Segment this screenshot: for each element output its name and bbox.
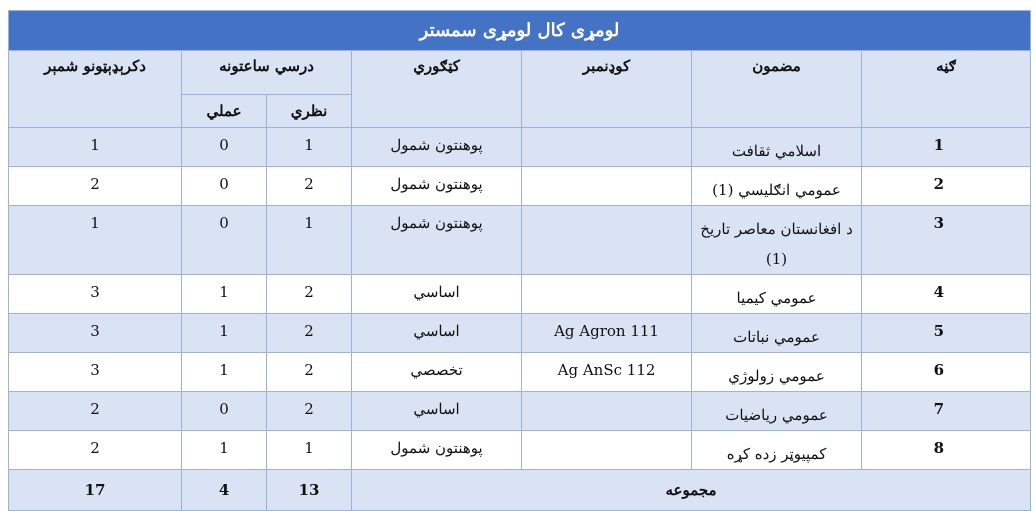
- row-subject: عمومي نباتات: [692, 314, 862, 353]
- row-code: [522, 431, 692, 470]
- row-theory: 2: [267, 275, 352, 314]
- row-theory: 1: [267, 128, 352, 167]
- semester-table-container: [8, 10, 1030, 511]
- table-row: [9, 431, 1031, 470]
- row-subject: عمومي انګلیسي (1): [692, 167, 862, 206]
- row-code: [522, 392, 692, 431]
- row-credits: 3: [9, 275, 182, 314]
- row-credits: 1: [9, 128, 182, 167]
- row-theory: 1: [267, 206, 352, 275]
- row-category: اساسي: [352, 275, 522, 314]
- table-row: [9, 206, 1031, 275]
- total-practical: 4: [182, 470, 267, 511]
- row-code: Ag AnSc 112: [522, 353, 692, 392]
- semester-table: [8, 10, 1031, 511]
- row-credits: 2: [9, 392, 182, 431]
- table-row: [9, 392, 1031, 431]
- header-practical: عملي: [182, 95, 267, 128]
- row-practical: 0: [182, 206, 267, 275]
- row-category: پوهنتون شمول: [352, 128, 522, 167]
- row-practical: 1: [182, 275, 267, 314]
- row-theory: 2: [267, 353, 352, 392]
- row-theory: 2: [267, 314, 352, 353]
- header-subject: مضمون: [692, 51, 862, 128]
- row-credits: 3: [9, 314, 182, 353]
- table-row: [9, 167, 1031, 206]
- row-code: [522, 206, 692, 275]
- row-theory: 2: [267, 167, 352, 206]
- row-theory: 1: [267, 431, 352, 470]
- row-credits: 2: [9, 167, 182, 206]
- row-subject: عمومي ریاضیات: [692, 392, 862, 431]
- total-label: مجموعه: [352, 470, 1031, 511]
- table-row: [9, 314, 1031, 353]
- row-number: 7: [862, 392, 1031, 431]
- row-credits: 1: [9, 206, 182, 275]
- row-practical: 1: [182, 314, 267, 353]
- row-subject: عمومي کیمیا: [692, 275, 862, 314]
- row-theory: 2: [267, 392, 352, 431]
- header-category: کټګوري: [352, 51, 522, 128]
- total-credits: 17: [9, 470, 182, 511]
- row-code: [522, 128, 692, 167]
- table-row: [9, 128, 1031, 167]
- total-row: [9, 470, 1031, 511]
- row-practical: 1: [182, 353, 267, 392]
- row-category: تخصصي: [352, 353, 522, 392]
- row-subject: د افغانستان معاصر تاریخ (1): [692, 206, 862, 275]
- row-number: 2: [862, 167, 1031, 206]
- header-no: ګڼه: [862, 51, 1031, 128]
- row-category: اساسي: [352, 392, 522, 431]
- row-number: 3: [862, 206, 1031, 275]
- row-code: [522, 167, 692, 206]
- table-row: [9, 353, 1031, 392]
- row-code: [522, 275, 692, 314]
- row-subject: کمپیوټر زده کړه: [692, 431, 862, 470]
- row-practical: 1: [182, 431, 267, 470]
- row-number: 5: [862, 314, 1031, 353]
- row-number: 6: [862, 353, 1031, 392]
- row-credits: 2: [9, 431, 182, 470]
- row-number: 1: [862, 128, 1031, 167]
- row-practical: 0: [182, 128, 267, 167]
- header-code: کوډنمبر: [522, 51, 692, 128]
- row-code: Ag Agron 111: [522, 314, 692, 353]
- row-category: پوهنتون شمول: [352, 206, 522, 275]
- row-subject: اسلامي ثقافت: [692, 128, 862, 167]
- row-credits: 3: [9, 353, 182, 392]
- row-category: پوهنتون شمول: [352, 167, 522, 206]
- table-title: لومړی کال لومړی سمستر: [9, 11, 1031, 51]
- row-practical: 0: [182, 392, 267, 431]
- row-category: اساسي: [352, 314, 522, 353]
- row-number: 8: [862, 431, 1031, 470]
- row-subject: عمومي زولوژي: [692, 353, 862, 392]
- header-hours: درسي ساعتونه: [182, 51, 352, 95]
- header-credits: دکرېډېټونو شمېر: [9, 51, 182, 128]
- header-theory: نظري: [267, 95, 352, 128]
- total-theory: 13: [267, 470, 352, 511]
- table-row: [9, 275, 1031, 314]
- row-category: پوهنتون شمول: [352, 431, 522, 470]
- row-practical: 0: [182, 167, 267, 206]
- row-number: 4: [862, 275, 1031, 314]
